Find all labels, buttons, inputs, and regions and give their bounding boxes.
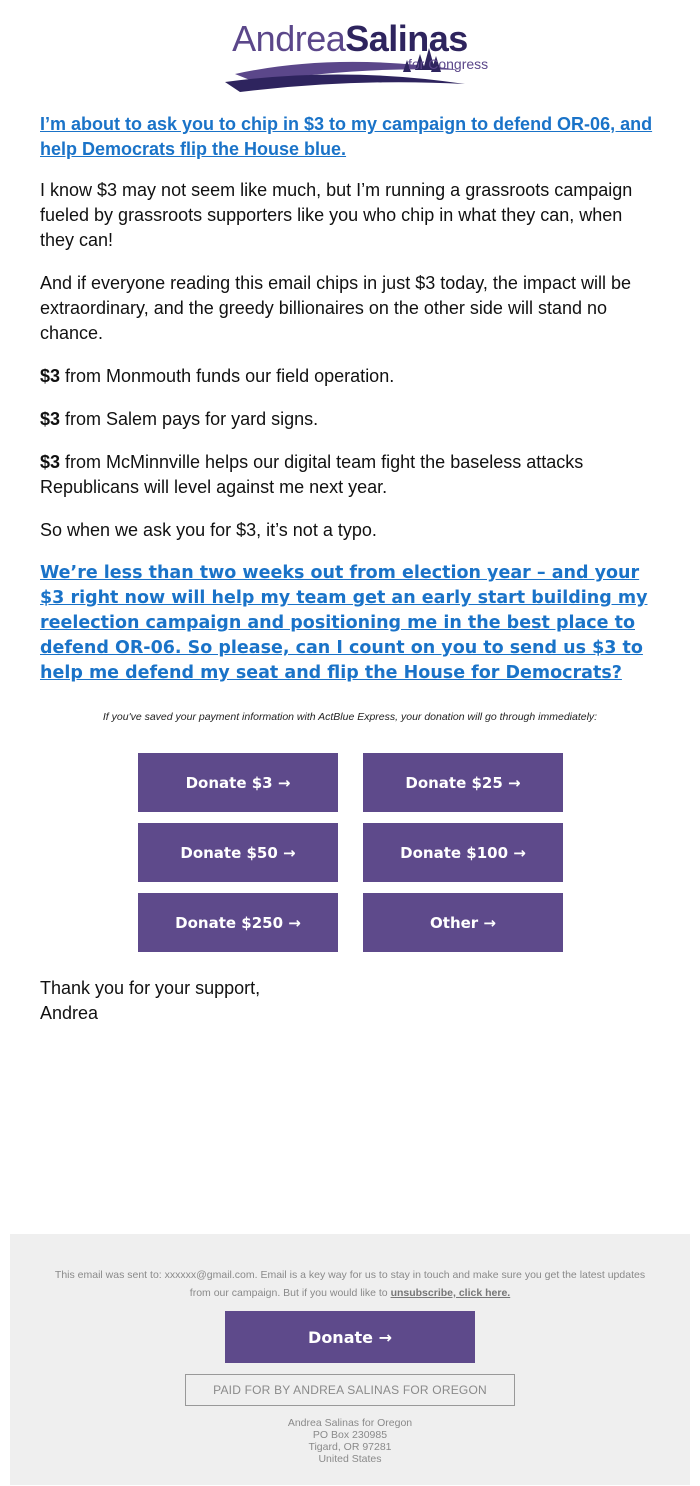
mailing-address — [10, 1417, 690, 1465]
footer-sent-to-text — [50, 1266, 650, 1302]
item-mcminnville — [40, 450, 660, 500]
item-text: from Salem pays for yard signs. — [60, 409, 319, 429]
paragraph-impact: And if everyone reading this email chips in just $3 today, the impact will be extraordinary, and the greedy billionaires on the other side will stand no chance. — [40, 273, 631, 343]
cta-donate-link[interactable]: We’re less than two weeks out from election year – and your $3 right now will help my team get an early start building my reelection campaign and positioning me in the best place to defend OR-06. So please, can I count on you to send us $3 to help me defend my seat and flip the House for Democrats? — [40, 563, 648, 683]
email-footer — [10, 1234, 690, 1485]
logo-last-name: Salinas — [345, 18, 468, 59]
address-line: Tigard, OR 97281 — [308, 1441, 392, 1453]
paid-for-disclaimer: PAID FOR BY ANDREA SALINAS FOR OREGON — [185, 1374, 515, 1406]
logo-subtitle: for Congress — [408, 56, 489, 72]
signoff — [40, 976, 260, 1026]
item-amount: $3 — [40, 409, 61, 429]
donate-3-button[interactable]: Donate $3 → — [138, 753, 338, 812]
donate-50-button[interactable]: Donate $50 → — [138, 823, 338, 882]
item-text: from McMinnville helps our digital team fight the baseless attacks Republicans will level against me next year. — [40, 452, 584, 497]
signoff-line: Thank you for your support, — [40, 978, 261, 998]
footer-donate-button[interactable]: Donate → — [225, 1311, 475, 1363]
logo-first-name: Andrea — [232, 18, 346, 59]
unsubscribe-link[interactable]: unsubscribe, click here. — [390, 1287, 511, 1299]
donate-100-button[interactable]: Donate $100 → — [363, 823, 563, 882]
paragraph-not-a-typo: So when we ask you for $3, it’s not a typo. — [40, 520, 377, 540]
item-amount: $3 — [40, 452, 61, 472]
logo-wordmark — [0, 18, 700, 60]
email-body — [40, 112, 660, 686]
actblue-express-note: If you've saved your payment information with ActBlue Express, your donation will go through immediately: — [102, 711, 598, 723]
item-salem — [40, 407, 660, 432]
item-text: from Monmouth funds our field operation. — [60, 366, 395, 386]
donate-25-button[interactable]: Donate $25 → — [363, 753, 563, 812]
address-line: United States — [318, 1453, 382, 1465]
lead-donate-link[interactable]: I’m about to ask you to chip in $3 to my campaign to defend OR-06, and help Democrats flip the House blue. — [40, 114, 653, 159]
item-monmouth — [40, 364, 660, 389]
donate-250-button[interactable]: Donate $250 → — [138, 893, 338, 952]
donate-other-button[interactable]: Other → — [363, 893, 563, 952]
signoff-name: Andrea — [40, 1003, 99, 1023]
footer-sent-prefix: This email was sent to: xxxxxx@gmail.com. Email is a key way for us to stay in touch and make sure you get the latest updates from our campaign. But if you would like to — [54, 1269, 646, 1299]
address-line: PO Box 230985 — [312, 1429, 388, 1441]
paragraph-grassroots: I know $3 may not seem like much, but I’m running a grassroots campaign fueled by grassroots supporters like you who chip in what they can, when they can! — [40, 180, 633, 250]
item-amount: $3 — [40, 366, 61, 386]
address-line: Andrea Salinas for Oregon — [287, 1417, 413, 1429]
campaign-logo — [0, 8, 700, 100]
